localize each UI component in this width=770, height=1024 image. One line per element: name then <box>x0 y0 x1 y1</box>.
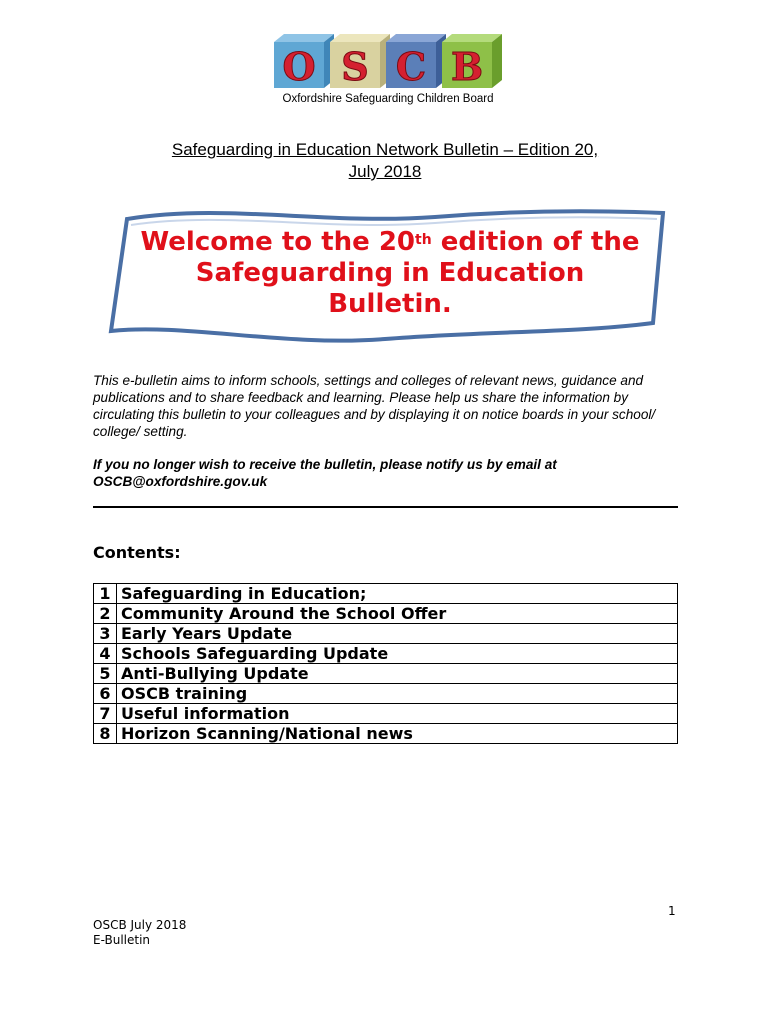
bulletin-title-line2: July 2018 <box>348 162 422 181</box>
contents-row <box>94 624 678 644</box>
contents-item-label: Schools Safeguarding Update <box>117 644 678 664</box>
welcome-banner <box>105 205 675 345</box>
contents-row <box>94 604 678 624</box>
contents-row <box>94 644 678 664</box>
bulletin-title <box>90 139 680 183</box>
contents-item-number: 6 <box>94 684 117 704</box>
contents-row <box>94 704 678 724</box>
footer-line2: E-Bulletin <box>93 933 151 947</box>
welcome-heading-superscript: th <box>415 232 432 248</box>
contents-item-label: Community Around the School Offer <box>117 604 678 624</box>
contents-item-number: 5 <box>94 664 117 684</box>
contents-item-number: 1 <box>94 584 117 604</box>
welcome-heading-part1: Welcome to the 20 <box>140 227 416 257</box>
divider <box>93 506 678 508</box>
welcome-heading <box>135 227 645 320</box>
contents-item-label: Safeguarding in Education; <box>117 584 678 604</box>
contents-item-label: OSCB training <box>117 684 678 704</box>
contents-heading: Contents: <box>93 543 181 562</box>
welcome-heading-part2: edition of the Safeguarding in Education Bulletin. <box>195 227 640 319</box>
footer <box>93 918 186 948</box>
logo-letter-c: C <box>395 44 427 89</box>
contents-row <box>94 724 678 744</box>
contents-item-number: 3 <box>94 624 117 644</box>
logo-letter-b: B <box>450 44 484 89</box>
contents-table <box>93 583 678 744</box>
logo-letter-s: S <box>341 44 369 89</box>
contents-row <box>94 584 678 604</box>
contents-row <box>94 664 678 684</box>
logo-letter-o: O <box>282 44 316 89</box>
intro-paragraph: This e-bulletin aims to inform schools, settings and colleges of relevant news, guidance and publications and to share feedback and learning. Please help us share the information by circulating this bulletin to your colleagues and by displaying it on notice boards in your school/ college/ setting. <box>93 373 656 439</box>
footer-line1: OSCB July 2018 <box>93 918 187 932</box>
page-number: 1 <box>668 904 676 918</box>
unsubscribe-notice: If you no longer wish to receive the bulletin, please notify us by email at OSCB@oxfordshire.gov.uk <box>93 457 557 489</box>
contents-item-number: 2 <box>94 604 117 624</box>
contents-item-label: Useful information <box>117 704 678 724</box>
contents-item-number: 4 <box>94 644 117 664</box>
contents-item-number: 7 <box>94 704 117 724</box>
bulletin-title-line1: Safeguarding in Education Network Bulletin – Edition 20, <box>171 140 599 159</box>
contents-item-label: Anti-Bullying Update <box>117 664 678 684</box>
logo-caption: Oxfordshire Safeguarding Children Board <box>282 93 494 105</box>
contents-item-label: Horizon Scanning/National news <box>117 724 678 744</box>
contents-item-number: 8 <box>94 724 117 744</box>
contents-item-label: Early Years Update <box>117 624 678 644</box>
contents-row <box>94 684 678 704</box>
oscb-logo <box>270 30 510 110</box>
